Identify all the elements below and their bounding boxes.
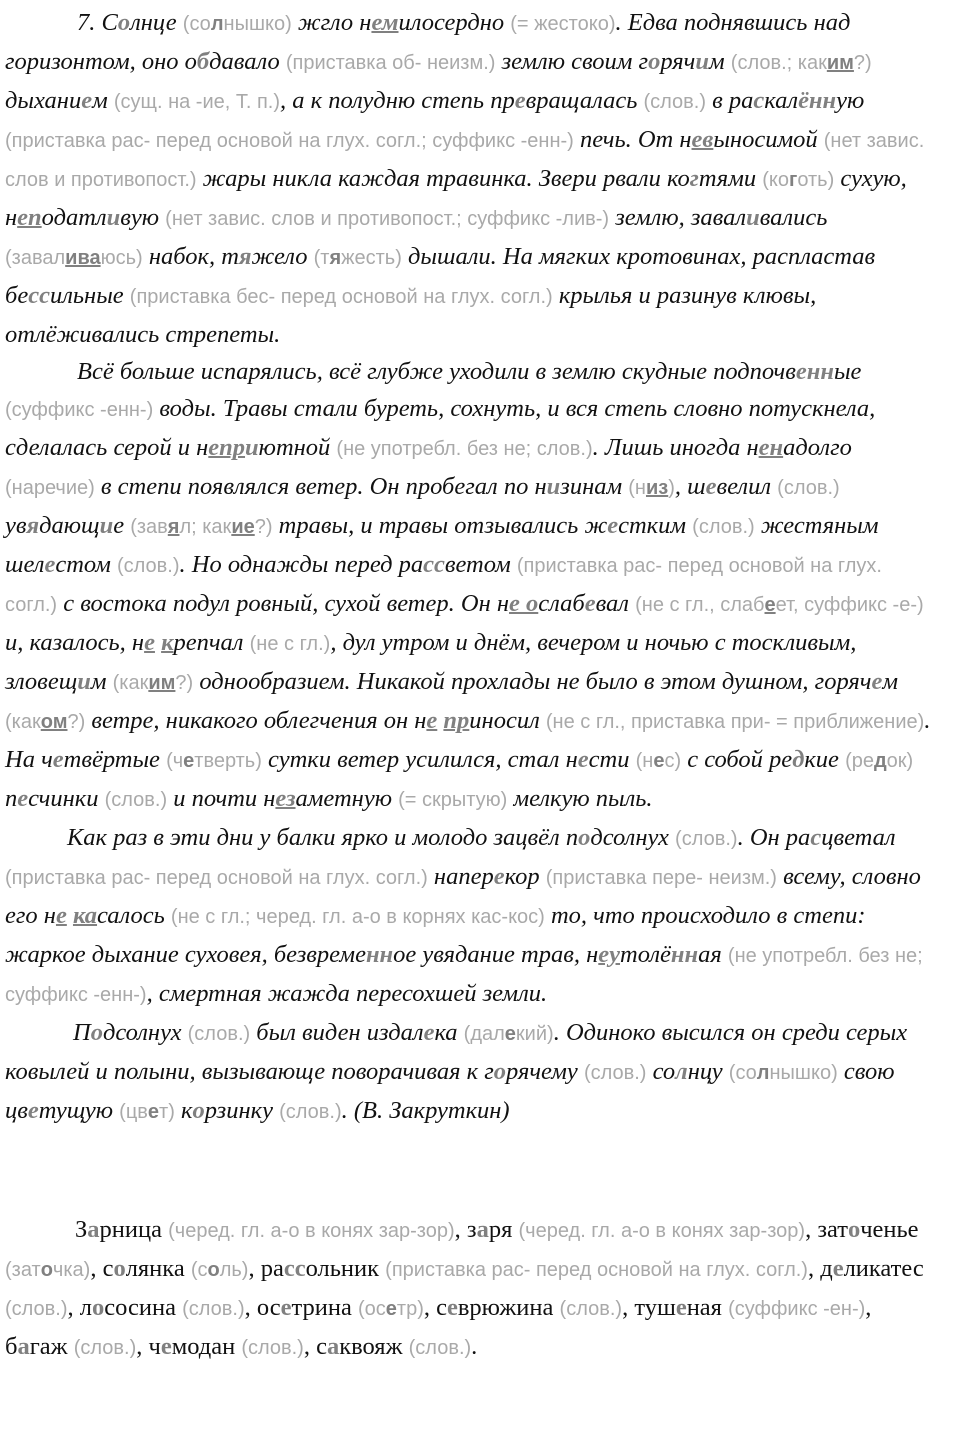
annotation-note: (н xyxy=(628,477,646,499)
annotation-note: (т xyxy=(313,247,330,269)
annotation-note: (приставка рас- перед основой на глух. согл.) xyxy=(385,1259,808,1281)
annotation-note: (не с гл., приставка при- = приближение) xyxy=(545,711,925,733)
text-run: , ш xyxy=(674,473,706,500)
annotation-note: (слов.) xyxy=(104,789,168,811)
note-highlighted-letter: е xyxy=(653,750,665,772)
text-run: к xyxy=(174,1097,193,1124)
annotation-note: юсь) xyxy=(100,247,143,269)
text-run: стким xyxy=(618,512,693,539)
highlighted-letter: с xyxy=(753,87,765,114)
text-run: тущую xyxy=(38,1097,120,1124)
note-underlined-letters: им xyxy=(826,52,854,74)
text-run: трина xyxy=(291,1294,358,1321)
text-run: . Лишь иногда н xyxy=(592,434,759,461)
highlighted-letter: я xyxy=(26,512,40,539)
underlined-letters: к xyxy=(161,629,174,656)
underlined-letters: ен xyxy=(758,434,784,461)
text-run: , с xyxy=(303,1333,327,1360)
text-run: был виден издал xyxy=(250,1019,424,1046)
note-highlighted-letter: е xyxy=(183,750,195,772)
highlighted-letter: е xyxy=(871,668,883,695)
annotation-note: (слов.) xyxy=(5,1298,68,1320)
highlighted-letter: а xyxy=(326,1333,340,1360)
text-run: . Он ра xyxy=(737,824,811,851)
paragraph-1 xyxy=(5,4,938,353)
highlighted-letter: а xyxy=(87,1216,100,1243)
annotation-note: тр) xyxy=(396,1298,424,1320)
highlighted-letter: л xyxy=(675,1058,688,1085)
highlighted-letter: о xyxy=(117,9,131,36)
text-run: мелкую пыль. xyxy=(507,785,653,812)
annotation-note: (слов.) xyxy=(583,1062,647,1084)
text-run: набок, т xyxy=(142,243,239,270)
annotation-note: ок) xyxy=(886,750,914,772)
text-run: , ч xyxy=(136,1333,161,1360)
annotation-note: л; как xyxy=(179,516,232,538)
text-run: ликатес xyxy=(843,1255,924,1282)
text-run: , ос xyxy=(244,1294,281,1321)
underlined-letters: е xyxy=(55,902,67,929)
highlighted-letter: г xyxy=(689,165,699,192)
annotation-note: (суффикс -енн-) xyxy=(5,399,154,421)
text-run: е xyxy=(113,512,131,539)
highlighted-letter: а xyxy=(17,1333,30,1360)
annotation-note: (слов.) xyxy=(643,91,706,113)
highlighted-letter: е xyxy=(280,1294,292,1321)
annotation-note: (слов.) xyxy=(116,555,180,577)
highlighted-letter: е xyxy=(832,1255,844,1282)
annotation-note: ет, суффикс -е-) xyxy=(775,594,924,616)
annotation-note: (ч xyxy=(166,750,184,772)
text-run: сти xyxy=(588,746,636,773)
note-underlined-letters: ива xyxy=(65,247,101,269)
highlighted-letter: а xyxy=(476,1216,489,1243)
section-gap xyxy=(5,1131,938,1211)
annotation-note: ль) xyxy=(219,1259,249,1281)
text-run: салось xyxy=(97,902,171,929)
text-passage xyxy=(5,4,938,1131)
note-highlighted-letter: е xyxy=(385,1298,397,1320)
annotation-note: ?) xyxy=(853,52,872,74)
note-highlighted-letter: л xyxy=(210,13,224,35)
annotation-note: (слов.) xyxy=(73,1337,137,1359)
highlighted-letter: о xyxy=(648,48,661,75)
text-run: дсолнух xyxy=(102,1019,188,1046)
highlighted-letter: е xyxy=(27,1097,39,1124)
highlighted-letter: нн xyxy=(365,941,394,968)
note-highlighted-letter: я xyxy=(329,247,342,269)
text-run: дыхани xyxy=(5,87,82,114)
annotation-note: (слов.) xyxy=(777,477,840,499)
text-run: жгло н xyxy=(291,9,372,36)
annotation-note: (черед. гл. а-о в конях зар-зор) xyxy=(168,1220,455,1242)
highlighted-letter: е xyxy=(577,746,589,773)
note-underlined-letters: ом xyxy=(40,711,68,733)
highlighted-letter: е xyxy=(607,512,619,539)
paragraph-2 xyxy=(5,353,938,819)
text-run: вал xyxy=(595,590,636,617)
text-run: , д xyxy=(807,1255,833,1282)
text-run: кор xyxy=(504,863,546,890)
annotation-note: (зав xyxy=(130,516,168,538)
annotation-note: (ко xyxy=(762,169,789,191)
text-run: ув xyxy=(5,512,27,539)
highlighted-letter: и xyxy=(746,204,760,231)
annotation-note: (дал xyxy=(463,1023,505,1045)
text-run: ря xyxy=(488,1216,519,1243)
text-run: . xyxy=(471,1333,478,1360)
text-run: дсолнух xyxy=(590,824,676,851)
text-run: давало xyxy=(209,48,286,75)
text-run: сухую, н xyxy=(5,165,907,231)
highlighted-letter: е xyxy=(446,1294,458,1321)
text-run: ченье xyxy=(860,1216,919,1243)
annotation-note: (как xyxy=(5,711,41,733)
annotation-note: (приставка пере- неизм.) xyxy=(545,867,777,889)
text-run: ольник xyxy=(305,1255,386,1282)
paragraph-4 xyxy=(5,1014,938,1131)
text-run: лянка xyxy=(125,1255,191,1282)
text-run: крылья и разинув клювы, отлёживались стрепеты. xyxy=(5,282,817,348)
text-run: свою цв xyxy=(5,1058,895,1124)
annotation-note: (приставка об- неизм.) xyxy=(285,52,496,74)
text-run: зинам xyxy=(560,473,629,500)
text-run: напер xyxy=(427,863,494,890)
underlined-letters: е xyxy=(144,629,155,656)
text-run: кие xyxy=(804,746,846,773)
annotation-note: (со xyxy=(728,1062,757,1084)
annotation-note: (нет завис. слов и противопост.; суффикс -лив-) xyxy=(165,208,610,230)
text-run: и, казалось, н xyxy=(5,629,145,656)
highlighted-letter: и xyxy=(695,48,710,75)
annotation-note: (н xyxy=(635,750,654,772)
highlighted-letter: и xyxy=(546,473,561,500)
text-run: , с xyxy=(423,1294,447,1321)
annotation-note: (слов.) xyxy=(675,828,738,850)
annotation-note: (слов.) xyxy=(408,1337,472,1359)
text-run: сутки ветер усилился, стал н xyxy=(261,746,578,773)
text-run: м xyxy=(709,48,731,75)
highlighted-letter: сс xyxy=(283,1255,306,1282)
highlighted-letter: и xyxy=(106,204,121,231)
annotation-note: т) xyxy=(159,1101,175,1123)
text-run: м xyxy=(92,87,114,114)
text-run: слаб xyxy=(538,590,585,617)
annotation-note: (слов.) xyxy=(241,1337,304,1359)
highlighted-letter: е xyxy=(514,87,526,114)
annotation-note: (цв xyxy=(119,1101,148,1123)
text-run: воды. Травы стали буреть, сохнуть, и вся степь словно потускнела, сделалась серой и н xyxy=(5,395,876,461)
text-run: Как раз в эти дни у балки ярко и молодо зацвёл п xyxy=(67,824,579,851)
note-highlighted-letter: д xyxy=(873,750,887,772)
text-run: велил xyxy=(716,473,778,500)
text-run: , з xyxy=(454,1216,477,1243)
text-run: всему, словно его н xyxy=(5,863,921,929)
annotation-note: (= скрытую) xyxy=(398,789,508,811)
annotation-note: (приставка бес- перед основой на глух. согл.) xyxy=(129,286,553,308)
highlighted-letter: и xyxy=(77,668,91,695)
annotation-note: (ре xyxy=(845,750,874,772)
text-run: ая xyxy=(698,941,728,968)
annotation-note: (с xyxy=(190,1259,208,1281)
annotation-note: (наречие) xyxy=(5,477,95,499)
annotation-note: кий) xyxy=(515,1023,554,1045)
text-run: , л xyxy=(67,1294,93,1321)
annotation-note: (слов.) xyxy=(559,1298,623,1320)
text-run: . Но однажды перед ра xyxy=(179,551,424,578)
text-run: в степи появлялся ветер. Он пробегал по н xyxy=(94,473,547,500)
text-run: аметную xyxy=(295,785,399,812)
note-highlighted-letter: л xyxy=(756,1062,770,1084)
highlighted-letter: о xyxy=(192,1097,205,1124)
underlined-letters: еп xyxy=(17,204,42,231)
highlighted-letter: е xyxy=(675,1294,687,1321)
text-run: П xyxy=(73,1019,91,1046)
text-run: иносил xyxy=(469,707,546,734)
annotation-note: (не употребл. без не; слов.) xyxy=(336,438,593,460)
text-run: п xyxy=(5,785,18,812)
annotation-note: нышко) xyxy=(223,13,292,35)
author-attribution: (В. Закруткин) xyxy=(353,1097,510,1124)
text-run: землю своим г xyxy=(495,48,649,75)
underlined-letters: ка xyxy=(72,902,98,929)
note-highlighted-letter: е xyxy=(147,1101,160,1123)
text-run: рзинку xyxy=(204,1097,280,1124)
text-run: тями xyxy=(698,165,763,192)
annotation-note: тверть) xyxy=(194,750,262,772)
annotation-note: (не с гл.; черед. гл. а-о в корнях кас-кос) xyxy=(170,906,545,928)
annotation-note: (со xyxy=(182,13,211,35)
text-run: . Одиноко высился он среди серых ковылей и полыни, вызывающе поворачивая к г xyxy=(5,1019,908,1085)
text-run: рница xyxy=(99,1216,169,1243)
text-run: дающ xyxy=(39,512,100,539)
annotation-note: (приставка рас- перед основой на глух. согл.) xyxy=(5,867,428,889)
annotation-note: с) xyxy=(664,750,682,772)
annotation-note: (слов.) xyxy=(279,1101,342,1123)
text-run: ые xyxy=(833,358,862,385)
annotation-note: ?) xyxy=(254,516,273,538)
text-run: с востока подул ровный, сухой ветер. Он н xyxy=(57,590,510,617)
annotation-note: (не с гл., слаб xyxy=(635,594,765,616)
text-run: ная xyxy=(686,1294,729,1321)
highlighted-letter: о xyxy=(847,1216,861,1243)
annotation-note: (приставка рас- перед основой на глух. согл.; суффикс -енн-) xyxy=(5,130,574,152)
text-run: и почти н xyxy=(167,785,276,812)
text-run: сосина xyxy=(104,1294,183,1321)
text-run: репчал xyxy=(173,629,250,656)
text-run: З xyxy=(75,1216,88,1243)
text-run: счинки xyxy=(28,785,105,812)
text-run: стом xyxy=(55,551,117,578)
text-run: ильные xyxy=(49,282,130,309)
highlighted-letter: о xyxy=(578,824,591,851)
annotation-note: (нет завис. слов и противопост.) xyxy=(5,130,925,191)
annotation-note: (слов.; как xyxy=(730,52,827,74)
highlighted-letter: о xyxy=(92,1294,105,1321)
highlighted-letter: е xyxy=(160,1333,172,1360)
note-highlighted-letter: г xyxy=(788,169,798,191)
annotation-note: (= жестоко) xyxy=(510,13,616,35)
text-run: травы, и травы отзывались ж xyxy=(272,512,608,539)
underlined-letters: епр xyxy=(208,434,246,461)
annotation-note: жесть) xyxy=(341,247,402,269)
text-run: печь. От н xyxy=(573,126,692,153)
underlined-letters: е xyxy=(426,707,438,734)
highlighted-letter: сс xyxy=(28,282,50,309)
text-run: , ра xyxy=(248,1255,284,1282)
annotation-note: (черед. гл. а-о в конях зар-зор) xyxy=(518,1220,806,1242)
annotation-note: ?) xyxy=(175,672,194,694)
text-run: , смертная жажда пересохшей земли. xyxy=(146,980,548,1007)
text-run: твёртые xyxy=(63,746,167,773)
text-run: , зат xyxy=(805,1216,848,1243)
highlighted-letter: о xyxy=(90,1019,103,1046)
annotation-note: чка) xyxy=(52,1259,91,1281)
text-run: ую xyxy=(836,87,865,114)
text-run: Всё больше испарялись, всё глубже уходили в землю скудные подпочв xyxy=(77,358,796,385)
text-run: однообразием. Никакой прохлады не было в этом душном, горяч xyxy=(193,668,872,695)
text-run: дышали. На мягких кротовинах, распластав бе xyxy=(5,243,876,309)
text-run: . Едва поднявшись над горизонтом, оно о xyxy=(5,9,851,75)
note-underlined-letters: им xyxy=(148,672,176,694)
underlined-letters: ев xyxy=(691,126,714,153)
note-highlighted-letter: е xyxy=(504,1023,516,1045)
highlighted-letter: я xyxy=(238,243,252,270)
underlined-letters: пр xyxy=(443,707,470,734)
annotation-note: (не с гл.) xyxy=(249,633,331,655)
highlighted-letter: е xyxy=(493,863,505,890)
text-run: м xyxy=(882,668,899,695)
text-run: жестяным шел xyxy=(5,512,879,578)
text-run: со xyxy=(646,1058,676,1085)
annotation-note: (слов.) xyxy=(187,1023,251,1045)
text-run: то, что происходило в степи: жаркое дыхание суховея, безвреме xyxy=(5,902,866,968)
text-run: ое увядание трав, н xyxy=(393,941,599,968)
text-run: квояж xyxy=(339,1333,409,1360)
highlighted-letter: е xyxy=(81,87,93,114)
highlighted-letter: с xyxy=(810,824,822,851)
highlighted-letter: б xyxy=(196,48,210,75)
annotation-note: (не употребл. без не; суффикс -енн-) xyxy=(5,945,923,1006)
highlighted-letter: о xyxy=(493,1058,507,1085)
highlighted-letter: и xyxy=(99,512,114,539)
text-run: , с xyxy=(90,1255,114,1282)
annotation-note: ) xyxy=(668,477,675,499)
annotation-note: (ос xyxy=(357,1298,386,1320)
highlighted-letter: ённ xyxy=(798,87,837,114)
annotation-note: оть) xyxy=(797,169,835,191)
highlighted-letter: е xyxy=(44,551,56,578)
text-run: илосердно xyxy=(398,9,511,36)
highlighted-letter: е xyxy=(52,746,64,773)
text-run: рячему xyxy=(506,1058,584,1085)
text-run: жело xyxy=(251,243,314,270)
highlighted-letter: д xyxy=(792,746,805,773)
text-run: вую xyxy=(120,204,166,231)
text-run: гаж xyxy=(29,1333,74,1360)
highlighted-letter: е xyxy=(705,473,717,500)
text-run: ветре, никакого облегчения он н xyxy=(85,707,427,734)
highlighted-letter: и xyxy=(245,434,259,461)
underlined-letters: ем xyxy=(371,9,399,36)
text-run: вращалась xyxy=(525,87,644,114)
annotation-note: (зат xyxy=(5,1259,41,1281)
annotation-note: (сущ. на -ие, Т. п.) xyxy=(113,91,281,113)
text-run: жары никла каждая травинка. Звери рвали ко xyxy=(196,165,690,192)
text-run: вались xyxy=(759,204,828,231)
text-run: с собой ре xyxy=(681,746,793,773)
annotation-note: (слов.) xyxy=(692,516,755,538)
paragraph-3 xyxy=(5,819,938,1014)
highlighted-letter: нн xyxy=(670,941,699,968)
text-run: адолго xyxy=(783,434,852,461)
text-run: ветом xyxy=(444,551,517,578)
text-run: одатл xyxy=(41,204,107,231)
annotation-note: (слов.) xyxy=(182,1298,245,1320)
annotation-note: (суффикс -ен-) xyxy=(728,1298,866,1320)
text-run: , дул утром и днём, вечером и ночью с тоскливым, зловещ xyxy=(5,629,857,695)
text-run: , а к полудню степь пр xyxy=(280,87,515,114)
annotation-note: (приставка рас- перед основой на глух. согл.) xyxy=(5,555,882,616)
annotation-note: (завал xyxy=(5,247,66,269)
note-underlined-letters: ие xyxy=(231,516,255,538)
highlighted-letter: е xyxy=(584,590,596,617)
text-run: 7. С xyxy=(77,9,118,36)
text-run: нцу xyxy=(687,1058,729,1085)
text-run: толё xyxy=(620,941,671,968)
highlighted-letter: е xyxy=(17,785,29,812)
note-highlighted-letter: о xyxy=(207,1259,220,1281)
text-run: лнце xyxy=(130,9,183,36)
note-underlined-letters: е xyxy=(764,594,776,616)
text-run: врюжина xyxy=(457,1294,560,1321)
note-underlined-letters: я xyxy=(167,516,180,538)
text-run: цветал xyxy=(821,824,896,851)
annotation-note: (как xyxy=(112,672,149,694)
underlined-letters: ез xyxy=(275,785,296,812)
annotation-note: нышко) xyxy=(769,1062,838,1084)
highlighted-letter: енн xyxy=(795,358,834,385)
text-run: ютной xyxy=(258,434,337,461)
underlined-letters: еу xyxy=(598,941,621,968)
text-run: , б xyxy=(5,1294,872,1360)
text-run: ыносимой xyxy=(713,126,824,153)
highlighted-letter: е xyxy=(423,1019,435,1046)
word-list xyxy=(5,1211,938,1367)
note-highlighted-letter: о xyxy=(40,1259,53,1281)
text-run: в ра xyxy=(706,87,754,114)
highlighted-letter: сс xyxy=(423,551,445,578)
underlined-letters: е о xyxy=(509,590,539,617)
highlighted-letter: о xyxy=(113,1255,126,1282)
text-run: м xyxy=(90,668,113,695)
note-underlined-letters: из xyxy=(645,477,669,499)
text-run: . На ч xyxy=(5,707,931,773)
text-run: ряч xyxy=(660,48,696,75)
annotation-note: ?) xyxy=(67,711,86,733)
text-run: . xyxy=(341,1097,354,1124)
text-run: ка xyxy=(434,1019,464,1046)
text-run: землю, завал xyxy=(609,204,747,231)
text-run: модан xyxy=(171,1333,242,1360)
text-run: , туш xyxy=(622,1294,676,1321)
text-run: кал xyxy=(764,87,799,114)
